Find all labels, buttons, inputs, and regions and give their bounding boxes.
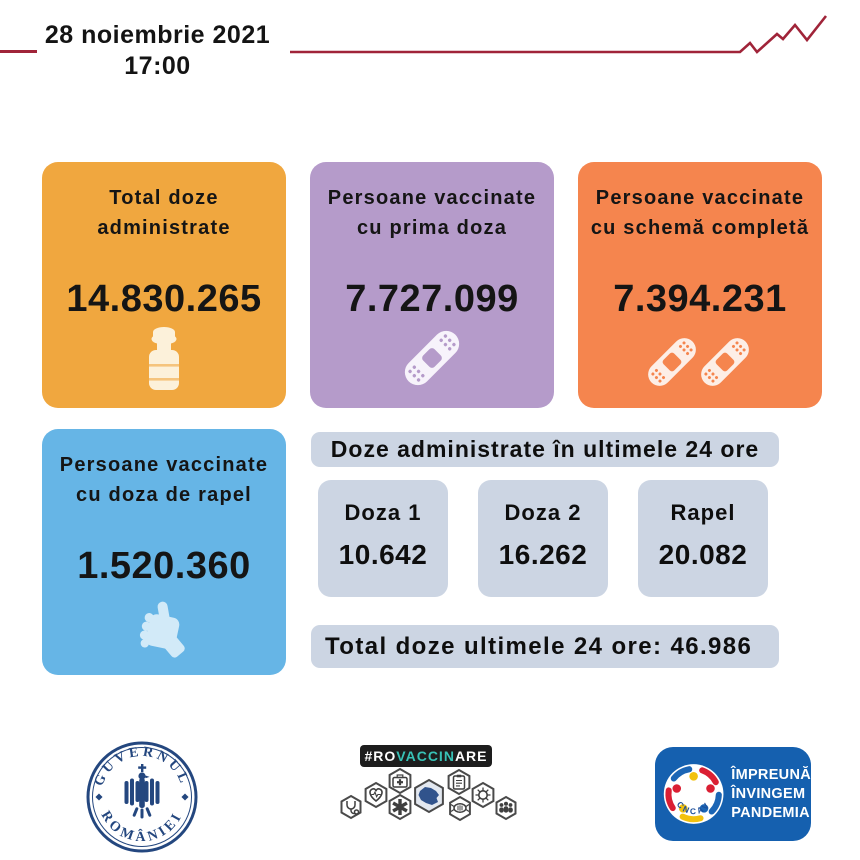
report-datetime	[40, 20, 275, 81]
card-title: Persoane vaccinate cu schemă completă	[590, 187, 810, 239]
card-title: Persoane vaccinate cu doza de rapel	[59, 454, 269, 506]
card-value: 14.830.265	[66, 278, 262, 320]
cncav-circle-logo	[661, 758, 726, 830]
rovaccinare-part1: #RO	[364, 748, 397, 764]
rovaccinare-hexagon-cluster	[337, 767, 524, 829]
bandage-icon	[394, 320, 470, 396]
cncav-slogan-line: ÎMPREUNĂ	[731, 766, 811, 783]
card-complete-schema	[578, 162, 822, 408]
card-title: Total doze administrate	[97, 187, 231, 239]
mini-card-label: Rapel	[670, 500, 736, 525]
card-total-doses	[42, 162, 286, 408]
mini-card-booster	[638, 480, 768, 597]
cncav-slogan-line: PANDEMIA	[731, 804, 810, 821]
card-first-dose	[310, 162, 554, 408]
card-value: 7.394.231	[613, 278, 787, 320]
rovaccinare-part3: ARE	[454, 748, 488, 764]
last24-header-bar	[311, 432, 779, 467]
rovaccinare-hashtag-badge	[360, 745, 492, 767]
mini-card-value: 20.082	[658, 539, 748, 570]
hex-stethoscope	[342, 796, 361, 818]
left-accent-line	[0, 50, 37, 53]
report-time: 17:00	[124, 51, 191, 80]
mini-card-label: Doza 2	[504, 500, 582, 525]
thumbs-up-icon	[131, 600, 197, 660]
government-of-romania-seal	[85, 740, 199, 854]
rovaccinare-part2: VACCIN	[396, 748, 455, 764]
hex-clipboard	[449, 770, 470, 794]
cncav-slogan-line: ÎNVINGEM	[731, 785, 806, 802]
mini-card-dose1	[318, 480, 448, 597]
seal-bottom-text: ROMÂNIEI	[97, 808, 187, 846]
card-booster-dose	[42, 429, 286, 675]
card-value: 7.727.099	[345, 278, 519, 320]
report-date: 28 noiembrie 2021	[44, 21, 271, 49]
cncav-badge	[655, 747, 811, 841]
seal-top-text: GUVERNUL	[91, 744, 193, 789]
last24-total-label: Total doze ultimele 24 ore: 46.986	[325, 633, 753, 660]
mini-card-value: 16.262	[498, 539, 588, 570]
mini-card-dose2	[478, 480, 608, 597]
double-bandage-icon	[641, 328, 759, 396]
card-title: Persoane vaccinate cu prima doza	[327, 187, 537, 239]
mini-card-value: 10.642	[338, 539, 428, 570]
cncav-slogan	[731, 766, 811, 823]
mini-card-label: Doza 1	[344, 500, 422, 525]
last24-total-bar	[311, 625, 779, 668]
card-value: 1.520.360	[77, 545, 251, 587]
cncav-logo-text: CNCAV	[674, 799, 713, 817]
trend-line-icon	[285, 8, 850, 62]
last24-header-label: Doze administrate în ultimele 24 ore	[330, 436, 760, 462]
vaccine-vial-icon	[140, 324, 188, 396]
